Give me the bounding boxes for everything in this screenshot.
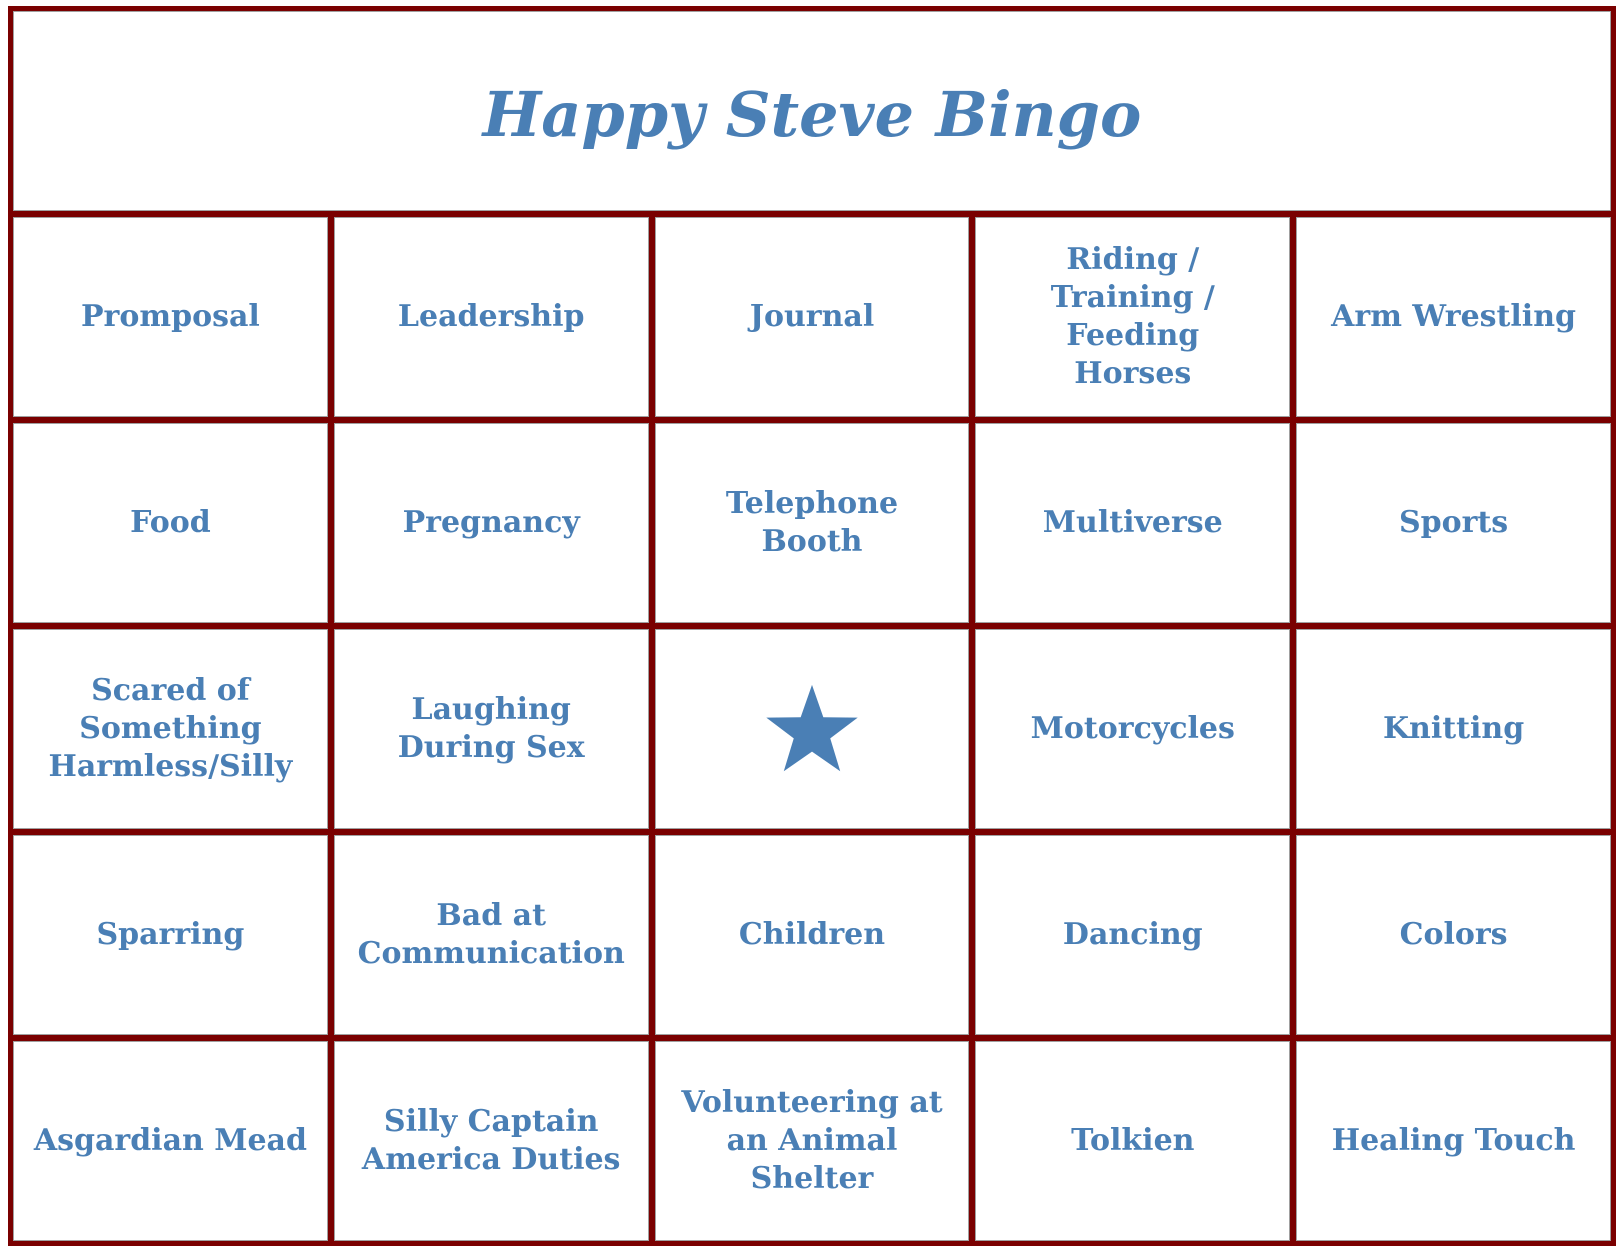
cell-label: Volunteering at an Animal Shelter [681, 1085, 943, 1196]
cell-label: Silly Captain America Duties [361, 1104, 621, 1177]
cell-label: Healing Touch [1331, 1123, 1576, 1158]
bingo-cell[interactable] [334, 217, 649, 417]
cell-label: Sparring [96, 917, 245, 952]
bingo-cell[interactable] [1296, 629, 1611, 829]
title-box [13, 11, 1611, 211]
cell-label: Telephone Booth [725, 486, 899, 559]
cell-label: Dancing [1062, 917, 1203, 952]
bingo-cell[interactable] [13, 1041, 328, 1241]
bingo-cell[interactable] [975, 629, 1290, 829]
bingo-cell[interactable] [975, 217, 1290, 417]
bingo-grid [13, 217, 1611, 1241]
cell-label: Scared of Something Harmless/Silly [48, 673, 293, 784]
bingo-cell[interactable] [1296, 217, 1611, 417]
cell-label: Leadership [397, 299, 585, 334]
cell-label: Promposal [80, 299, 260, 334]
cell-label: Sports [1398, 505, 1509, 540]
cell-label: Arm Wrestling [1331, 299, 1576, 334]
bingo-cell[interactable] [655, 1041, 970, 1241]
bingo-cell[interactable] [975, 1041, 1290, 1241]
bingo-cell[interactable] [13, 423, 328, 623]
free-space-cell[interactable] [655, 629, 970, 829]
bingo-cell[interactable] [975, 835, 1290, 1035]
cell-label: Food [130, 505, 211, 540]
bingo-board [8, 6, 1616, 1246]
bingo-cell[interactable] [1296, 1041, 1611, 1241]
cell-label: Tolkien [1071, 1123, 1195, 1158]
bingo-cell[interactable] [975, 423, 1290, 623]
bingo-cell[interactable] [334, 423, 649, 623]
bingo-cell[interactable] [334, 1041, 649, 1241]
cell-label: Pregnancy [402, 505, 580, 540]
bingo-cell[interactable] [13, 217, 328, 417]
cell-label: Journal [749, 299, 875, 334]
bingo-cell[interactable] [334, 835, 649, 1035]
page-title: Happy Steve Bingo [482, 77, 1142, 151]
cell-label: Motorcycles [1030, 711, 1235, 746]
cell-label: Bad at Communication [357, 898, 625, 971]
bingo-cell[interactable] [13, 629, 328, 829]
cell-label: Riding / Training / Feeding Horses [1050, 242, 1215, 391]
cell-label: Colors [1399, 917, 1508, 952]
bingo-cell[interactable] [13, 835, 328, 1035]
bingo-cell[interactable] [1296, 835, 1611, 1035]
bingo-cell[interactable] [334, 629, 649, 829]
cell-label: Multiverse [1042, 505, 1223, 540]
bingo-cell[interactable] [655, 217, 970, 417]
bingo-cell[interactable] [655, 423, 970, 623]
cell-label: Asgardian Mead [33, 1123, 307, 1158]
cell-label: Knitting [1382, 711, 1525, 746]
bingo-cell[interactable] [1296, 423, 1611, 623]
bingo-cell[interactable] [655, 835, 970, 1035]
star-icon [764, 681, 860, 777]
cell-label: Children [738, 917, 886, 952]
cell-label: Laughing During Sex [397, 692, 585, 765]
